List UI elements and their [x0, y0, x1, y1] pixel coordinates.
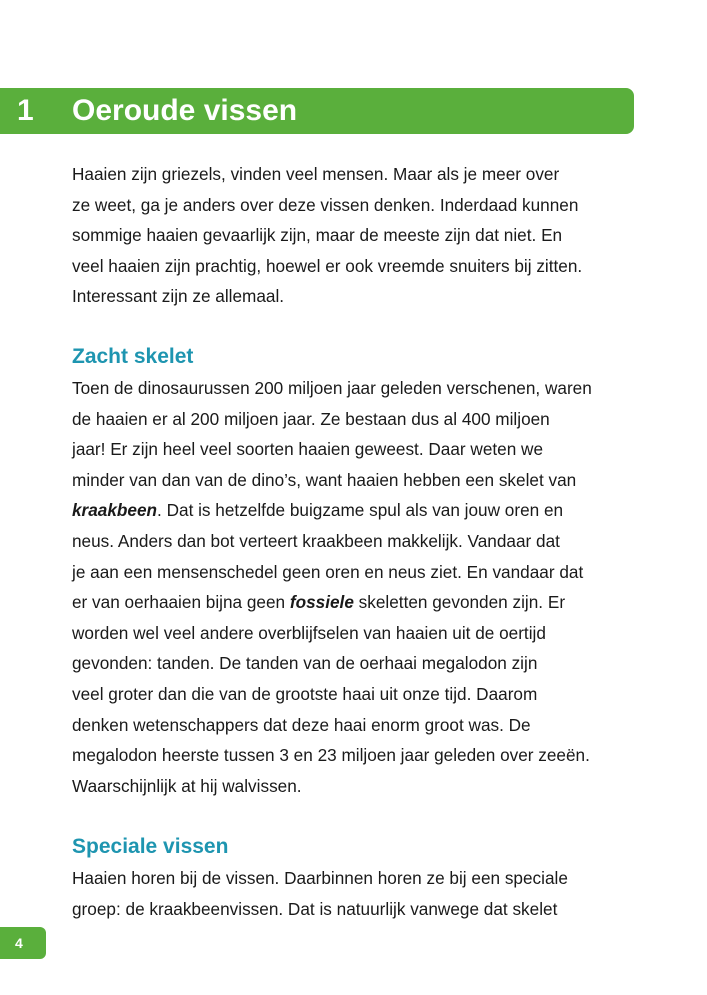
- text-line: [72, 495, 672, 526]
- text-line: Waarschijnlijk at hij walvissen.: [72, 775, 302, 796]
- text-fragment: . Dat is hetzelfde buigzame spul als van jouw oren en: [157, 500, 564, 521]
- text-line: jaar! Er zijn heel veel soorten haaien geweest. Daar weten we: [72, 439, 544, 460]
- term-fossiele: fossiele: [289, 592, 354, 613]
- text-fragment: skeletten gevonden zijn. Er: [353, 592, 566, 613]
- chapter-header-bar: [0, 88, 634, 134]
- text-line: je aan een mensenschedel geen oren en neus ziet. En vandaar dat: [72, 561, 584, 582]
- section-paragraph-speciale-vissen: [72, 863, 672, 924]
- page-number: 4: [15, 935, 23, 951]
- section-paragraph-zacht-skelet: [72, 373, 672, 801]
- section-heading-zacht-skelet: Zacht skelet: [72, 345, 194, 368]
- text-line: de haaien er al 200 miljoen jaar. Ze bestaan dus al 400 miljoen: [72, 408, 550, 429]
- text-line: veel haaien zijn prachtig, hoewel er ook vreemde snuiters bij zitten.: [72, 255, 583, 276]
- page-number-badge: [0, 927, 46, 959]
- section-heading-speciale-vissen: Speciale vissen: [72, 835, 229, 858]
- chapter-number: 1: [17, 94, 34, 127]
- text-line: sommige haaien gevaarlijk zijn, maar de meeste zijn dat niet. En: [72, 225, 563, 246]
- text-line: Toen de dinosaurussen 200 miljoen jaar geleden verschenen, waren: [72, 378, 592, 398]
- text-line: denken wetenschappers dat deze haai enorm groot was. De: [72, 714, 531, 735]
- chapter-title: Oeroude vissen: [72, 94, 298, 127]
- text-fragment: er van oerhaaien bijna geen: [72, 592, 290, 613]
- intro-paragraph: [72, 159, 672, 312]
- text-line: ze weet, ga je anders over deze vissen denken. Inderdaad kunnen: [72, 194, 579, 215]
- text-line: Haaien horen bij de vissen. Daarbinnen horen ze bij een speciale: [72, 868, 568, 888]
- text-line: gevonden: tanden. De tanden van de oerhaai megalodon zijn: [72, 653, 538, 674]
- text-line: minder van dan van de dino’s, want haaien hebben een skelet van: [72, 469, 577, 490]
- text-line: veel groter dan die van de grootste haai uit onze tijd. Daarom: [72, 683, 538, 704]
- text-line: groep: de kraakbeenvissen. Dat is natuurlijk vanwege dat skelet: [72, 898, 558, 919]
- text-line: megalodon heerste tussen 3 en 23 miljoen jaar geleden over zeeën.: [72, 745, 590, 766]
- text-line: Haaien zijn griezels, vinden veel mensen. Maar als je meer over: [72, 164, 560, 184]
- text-line: worden wel veel andere overblijfselen van haaien uit de oertijd: [72, 622, 546, 643]
- text-line: [72, 587, 672, 618]
- text-line: Interessant zijn ze allemaal.: [72, 286, 285, 307]
- text-line: neus. Anders dan bot verteert kraakbeen makkelijk. Vandaar dat: [72, 530, 560, 551]
- term-kraakbeen: kraakbeen: [72, 500, 158, 521]
